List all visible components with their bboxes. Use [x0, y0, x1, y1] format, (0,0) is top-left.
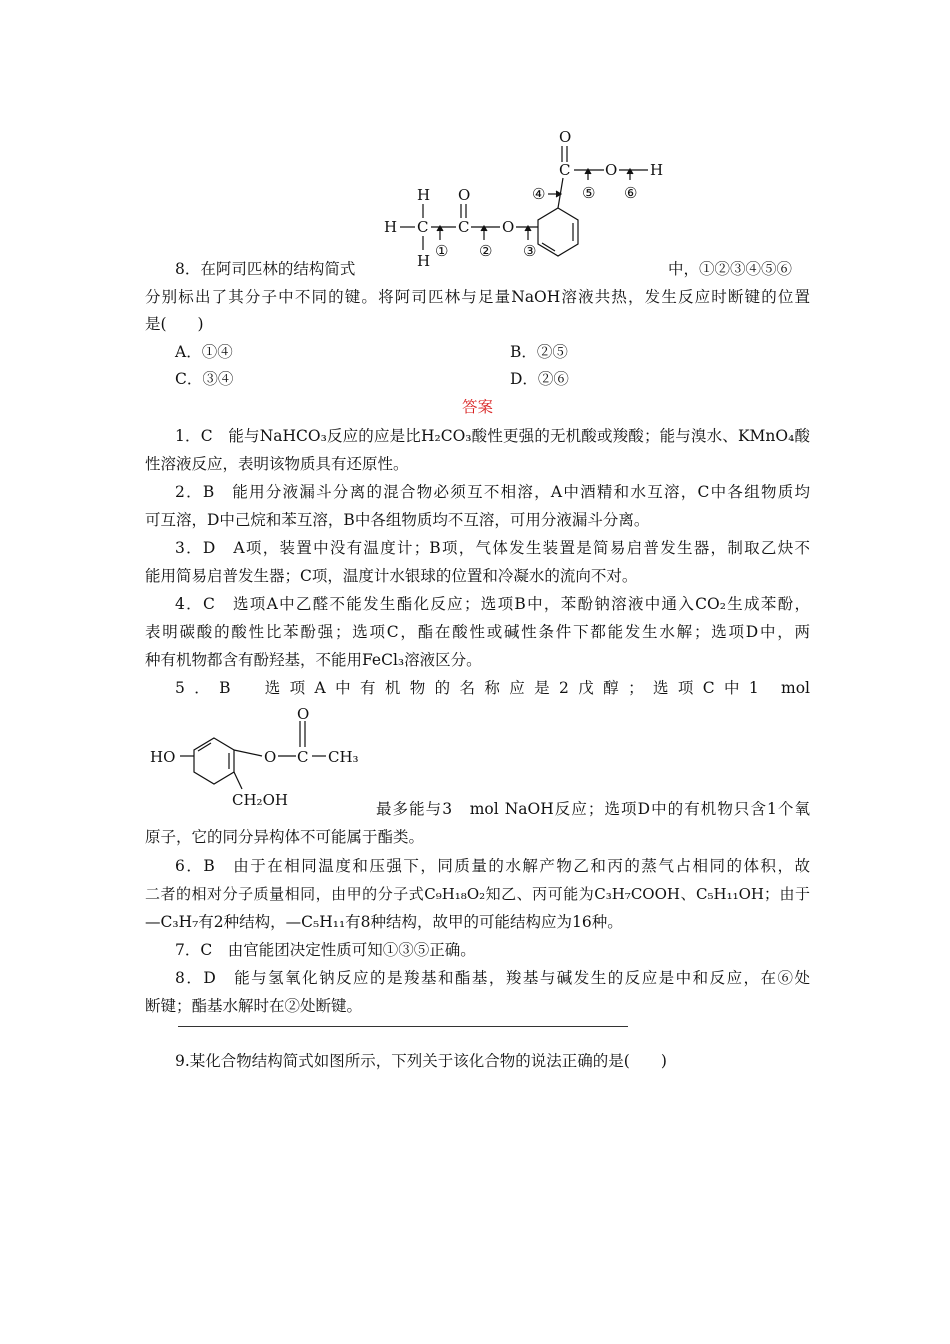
q8-option-d: D．②⑥: [510, 370, 569, 388]
answer-6-line-3: —C₃H₇有2种结构，—C₅H₁₁有8种结构，故甲的可能结构应为16种。: [145, 913, 623, 931]
answer-1-line-2: 性溶液反应，表明该物质具有还原性。: [145, 455, 409, 473]
atom-o-acid-top: O: [559, 128, 572, 146]
atom-h-left: H: [384, 218, 398, 236]
atom-h-top: H: [417, 186, 431, 204]
mol5-ch3: CH₃: [328, 748, 359, 766]
answer-6-line-1: 6．B 由于在相同温度和压强下，同质量的水解产物乙和丙的蒸气占相同的体积，故: [175, 857, 810, 875]
answer-2-line-1: 2．B 能用分液漏斗分离的混合物必须互不相溶，A中酒精和水互溶，C中各组物质均: [175, 483, 810, 501]
bond-label-6: ⑥: [624, 184, 638, 202]
answer-4-line-2: 表明碳酸的酸性比苯酚强；选项C，酯在酸性或碱性条件下都能发生水解；选项D中，两: [145, 623, 810, 641]
q8-option-c: C．③④: [175, 370, 234, 388]
atom-c-carbonyl: C: [458, 218, 470, 236]
answer-5-structure-diagram: [148, 706, 368, 812]
answer-3-line-2: 能用简易启普发生器；C项，温度计水银球的位置和冷凝水的流向不对。: [145, 567, 638, 585]
answer-5-line-2: 最多能与3 mol NaOH反应；选项D中的有机物只含1个氧: [376, 800, 810, 818]
q8-option-a: A．①④: [175, 343, 233, 361]
atom-h-bottom: H: [417, 252, 431, 270]
mol5-o-ester: O: [264, 748, 277, 766]
answer-7: 7．C 由官能团决定性质可知①③⑤正确。: [175, 941, 476, 959]
answers-title: 答案: [461, 398, 493, 416]
answer-8-line-1: 8．D 能与氢氧化钠反应的是羧基和酯基，羧基与碱发生的反应是中和反应，在⑥处: [175, 969, 810, 987]
answer-5-line-1: 5．B 选项A中有机物的名称应是2戊醇；选项C中1 mol: [175, 679, 810, 697]
answer-4-line-1: 4．C 选项A中乙醛不能发生酯化反应；选项B中，苯酚钠溶液中通入CO₂生成苯酚，: [175, 595, 810, 613]
answer-6-line-2: 二者的相对分子质量相同，由甲的分子式C₉H₁₈O₂知乙、丙可能为C₃H₇COOH、C₅H₁₁OH；由于: [145, 885, 810, 903]
answer-3-line-1: 3．D A项，装置中没有温度计；B项，气体发生装置是简易启普发生器，制取乙炔不: [175, 539, 810, 557]
atom-o-ester: O: [502, 218, 515, 236]
mol5-o-carbonyl: O: [297, 706, 310, 723]
q8-intro-cont: 中，①②③④⑤⑥: [668, 260, 793, 278]
q8-line3: 是( ): [145, 315, 204, 333]
q9-text: 9.某化合物结构简式如图所示，下列关于该化合物的说法正确的是( ): [175, 1052, 667, 1070]
answer-2-line-2: 可互溶，D中己烷和苯互溶，B中各组物质均不互溶，可用分液漏斗分离。: [145, 511, 650, 529]
atom-c-methyl: C: [417, 218, 429, 236]
mol5-ho: HO: [150, 748, 176, 766]
bond-label-2: ②: [479, 242, 493, 260]
mol5-ch2oh: CH₂OH: [232, 791, 288, 809]
mol5-c: C: [297, 748, 309, 766]
answer-1-line-1: 1．C 能与NaHCO₃反应的应是比H₂CO₃酸性更强的无机酸或羧酸；能与溴水、KMnO₄酸: [175, 427, 810, 445]
answer-4-line-3: 种有机物都含有酚羟基，不能用FeCl₃溶液区分。: [145, 651, 482, 669]
q8-intro: 8．在阿司匹林的结构简式: [175, 260, 356, 278]
q8-option-b: B．②⑤: [510, 343, 568, 361]
bond-label-1: ①: [435, 242, 449, 260]
atom-c-acid: C: [559, 161, 571, 179]
q8-line2: 分别标出了其分子中不同的键。将阿司匹林与足量NaOH溶液共热，发生反应时断键的位置: [145, 288, 810, 306]
bond-label-5: ⑤: [582, 184, 596, 202]
atom-o-carbonyl: O: [458, 186, 471, 204]
atom-o-acid: O: [605, 161, 618, 179]
answer-5-line-3: 原子，它的同分异构体不可能属于酯类。: [145, 828, 425, 846]
aspirin-structure-diagram: [380, 120, 680, 275]
atom-h-acid: H: [650, 161, 664, 179]
bond-label-4: ④: [532, 185, 546, 203]
divider-line: [178, 1026, 628, 1027]
bond-label-3: ③: [523, 242, 537, 260]
answer-8-line-2: 断键；酯基水解时在②处断键。: [145, 997, 363, 1015]
